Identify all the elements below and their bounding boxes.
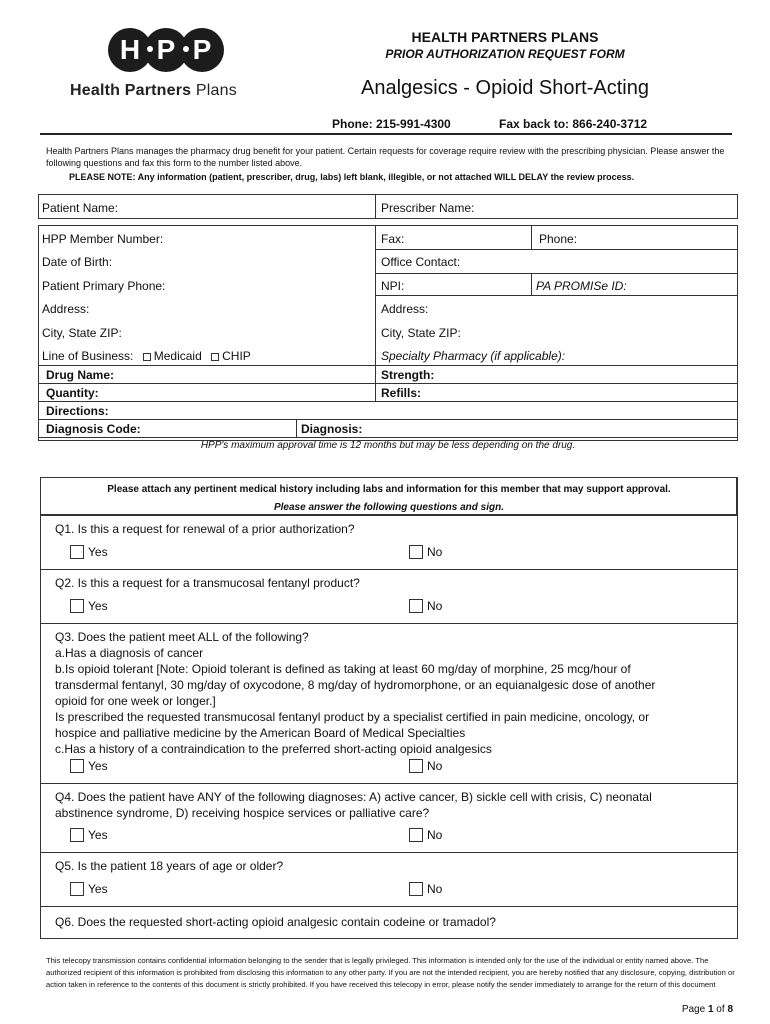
q4-yes-option[interactable]: Yes (70, 828, 108, 842)
strength-field[interactable]: Strength: (381, 368, 435, 382)
q1-no-option[interactable]: No (409, 545, 442, 559)
patient-name-field[interactable]: Patient Name: (42, 201, 119, 215)
patient-city-field[interactable]: City, State ZIP: (42, 326, 122, 340)
medicaid-checkbox[interactable] (143, 353, 151, 361)
chip-checkbox[interactable] (211, 353, 219, 361)
checkbox-icon[interactable] (70, 759, 84, 773)
drug-name-field[interactable]: Drug Name: (46, 368, 115, 382)
checkbox-icon[interactable] (409, 545, 423, 559)
diagnosis-field[interactable]: Diagnosis: (301, 422, 363, 436)
please-note: PLEASE NOTE: Any information (patient, prescriber, drug, labs) left blank, illegible, or not attached WILL DELAY the review process. (69, 172, 635, 182)
checkbox-icon[interactable] (70, 882, 84, 896)
quantity-field[interactable]: Quantity: (46, 386, 99, 400)
drug-class-title: Analgesics - Opioid Short-Acting (361, 77, 649, 99)
form-type: PRIOR AUTHORIZATION REQUEST FORM (385, 47, 625, 61)
approval-note: HPP's maximum approval time is 12 months but may be less depending on the drug. (200, 440, 576, 451)
q2-yes-option[interactable]: Yes (70, 599, 108, 613)
dob-field[interactable]: Date of Birth: (42, 255, 113, 269)
question-5: Q5. Is the patient 18 years of age or older? (55, 859, 284, 873)
prescriber-city-field[interactable]: City, State ZIP: (381, 326, 461, 340)
q3-yes-option[interactable]: Yes (70, 759, 108, 773)
question-1: Q1. Is this a request for renewal of a prior authorization? (55, 522, 355, 536)
q5-yes-option[interactable]: Yes (70, 882, 108, 896)
checkbox-icon[interactable] (409, 882, 423, 896)
logo-letter-p2: P (180, 28, 224, 72)
medicaid-label: Medicaid (153, 349, 202, 363)
question-4: Q4. Does the patient have ANY of the following diagnoses: A) active cancer, B) sickle cell with crisis, C) neonatal abstinence syndrome, D) receiving hospice services or palliative care? (55, 790, 652, 820)
member-number-field[interactable]: HPP Member Number: (42, 232, 164, 246)
line-of-business: Line of Business: Medicaid CHIP (42, 349, 251, 363)
checkbox-icon[interactable] (409, 599, 423, 613)
page-number: Page 1 of 8 (681, 1004, 733, 1015)
checkbox-icon[interactable] (70, 599, 84, 613)
question-3: Q3. Does the patient meet ALL of the following? a.Has a diagnosis of cancer b.Is opioid tolerant [Note: Opioid tolerant is defined as taking at least 60 mg/day of morphine, 25 mcg/hour of transdermal fentanyl, 30 mg/day of oxycodone, 8 mg/day of hydromorphone, or an equianalgesic dose of another opioid for one week or longer.] Is prescribed the requested transmucosal fentanyl product by a specialist certified in pain medicine, oncology, or hospice and palliative medicine by the American Board of Medical Specialties c.Has a history of a contraindication to the preferred short-acting opioid analgesics (55, 630, 656, 756)
logo-letter-h: H (108, 28, 152, 72)
office-contact-field[interactable]: Office Contact: (381, 255, 461, 269)
refills-field[interactable]: Refills: (381, 386, 422, 400)
question-2: Q2. Is this a request for a transmucosal fentanyl product? (55, 576, 360, 590)
header-divider (40, 133, 732, 135)
npi-field[interactable]: NPI: (381, 279, 405, 293)
confidentiality-disclaimer: This telecopy transmission contains confidential information belonging to the sender that is legally privileged. This information is intended only for the use of the individual or entity named above. The authorized recipient of this information is prohibited from disclosing this information to any other party. If you are not the intended recipient, you are hereby notified that any disclosure, copying, distribution or action taken in reference to the contents of this document is strictly prohibited. If you have received this telecopy in error, please notify the sender immediately to arrange for the return of this document (46, 956, 735, 989)
specialty-pharmacy-field[interactable]: Specialty Pharmacy (if applicable): (381, 349, 566, 363)
prescriber-address-field[interactable]: Address: (381, 302, 429, 316)
question-6: Q6. Does the requested short-acting opioid analgesic contain codeine or tramadol? (55, 915, 496, 929)
prescriber-phone-field[interactable]: Phone: (539, 232, 578, 246)
fax-number: Fax back to: 866-240-3712 (499, 117, 648, 131)
logo-name: Health Partners Plans (70, 82, 237, 99)
patient-address-field[interactable]: Address: (42, 302, 90, 316)
q1-yes-option[interactable]: Yes (70, 545, 108, 559)
directions-field[interactable]: Directions: (46, 404, 109, 418)
diagnosis-code-field[interactable]: Diagnosis Code: (46, 422, 141, 436)
logo-letter-p1: P (144, 28, 188, 72)
attach-line2: Please answer the following questions and sign. (273, 502, 505, 513)
org-title: HEALTH PARTNERS PLANS (411, 29, 599, 45)
q2-no-option[interactable]: No (409, 599, 442, 613)
checkbox-icon[interactable] (70, 545, 84, 559)
checkbox-icon[interactable] (409, 828, 423, 842)
patient-phone-field[interactable]: Patient Primary Phone: (42, 279, 166, 293)
attach-line1: Please attach any pertinent medical history including labs and information for this member that may support approval. (107, 484, 671, 495)
pa-promise-field[interactable]: PA PROMISe ID: (536, 279, 627, 293)
intro-text: Health Partners Plans manages the pharmacy drug benefit for your patient. Certain requests for coverage require review with the prescribing physician. Please answer the following questions and fax this form to the number listed above. (46, 146, 725, 168)
checkbox-icon[interactable] (409, 759, 423, 773)
q4-no-option[interactable]: No (409, 828, 442, 842)
prescriber-name-field[interactable]: Prescriber Name: (381, 201, 475, 215)
prescriber-fax-field[interactable]: Fax: (381, 232, 405, 246)
phone-number: Phone: 215-991-4300 (332, 117, 451, 131)
checkbox-icon[interactable] (70, 828, 84, 842)
q3-no-option[interactable]: No (409, 759, 442, 773)
chip-label: CHIP (222, 349, 251, 363)
q5-no-option[interactable]: No (409, 882, 442, 896)
